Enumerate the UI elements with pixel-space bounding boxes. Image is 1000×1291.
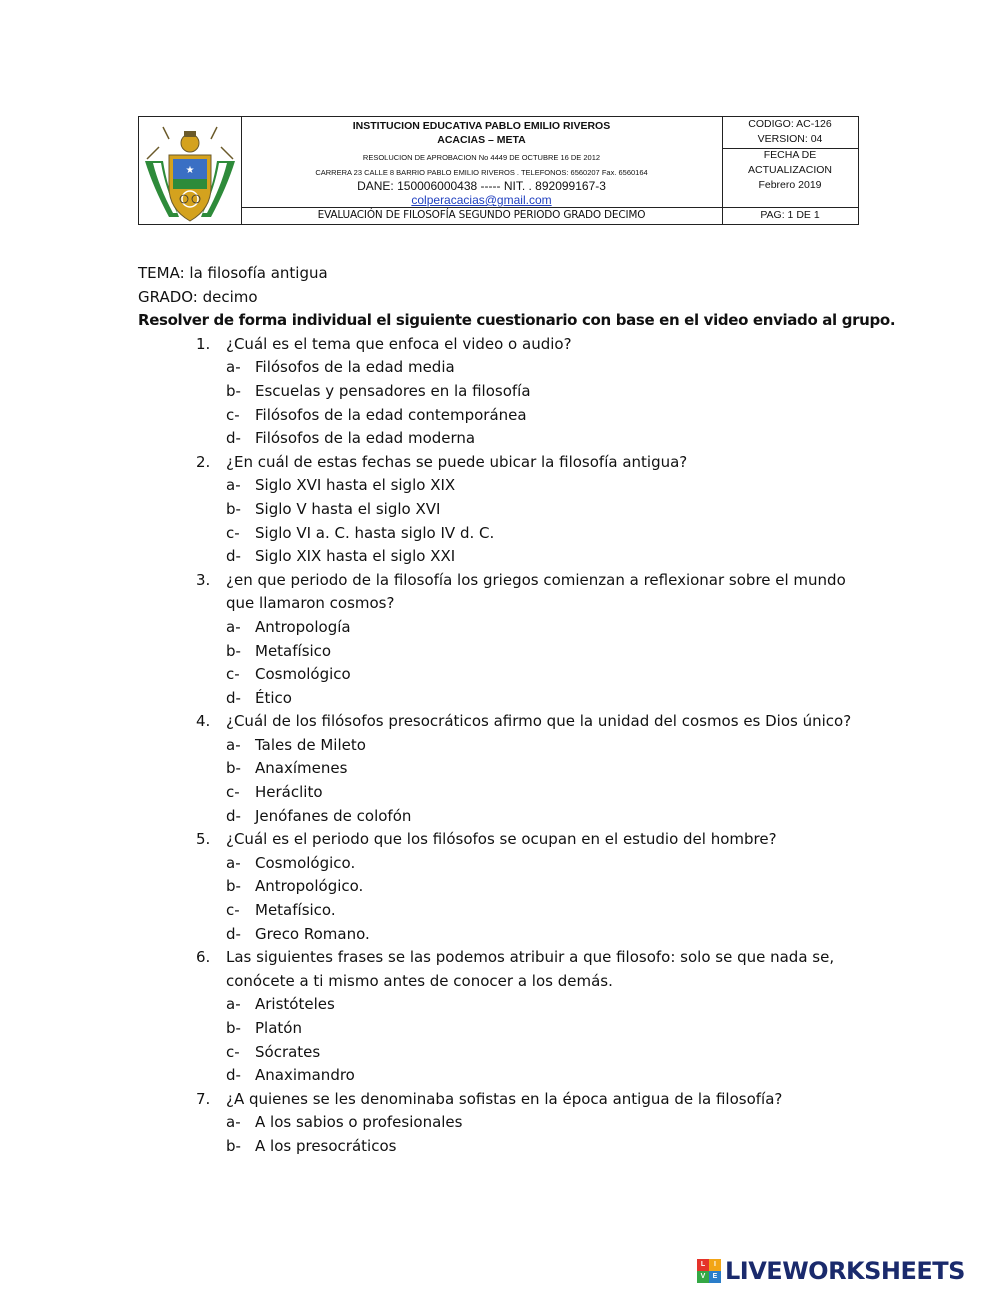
answer-option[interactable]: [138, 993, 868, 1017]
option-letter: b-: [226, 1019, 241, 1037]
school-crest-cell: [139, 117, 242, 224]
code-version: [722, 117, 858, 149]
option-letter: c-: [226, 523, 240, 542]
option-text: Filósofos de la edad moderna: [255, 429, 476, 448]
answer-option[interactable]: [138, 1041, 868, 1065]
option-text: A los sabios o profesionales: [255, 1113, 463, 1132]
date-label-1: FECHA DE: [763, 149, 817, 161]
resolution-text: RESOLUCION DE APROBACION No 4449 DE OCTUBRE 16 DE 2012: [362, 153, 601, 162]
option-text: Jenófanes de colofón: [255, 806, 412, 825]
liveworksheets-mark-icon: L I V E: [697, 1259, 721, 1283]
institution-name: INSTITUCION EDUCATIVA PABLO EMILIO RIVEROS ACACIAS – META: [352, 120, 611, 146]
option-text: Metafísico.: [255, 901, 336, 920]
code-text: CODIGO: AC-126: [748, 118, 832, 130]
option-text: Siglo XVI hasta el siglo XIX: [255, 476, 456, 495]
option-letter: b-: [226, 1136, 241, 1155]
question-number: 3.: [196, 570, 211, 589]
address-text: CARRERA 23 CALLE 8 BARRIO PABLO EMILIO RIVEROS . TELEFONOS: 6560207 Fax. 6560164: [315, 168, 648, 177]
option-letter: d-: [226, 429, 241, 448]
option-letter: a-: [226, 476, 241, 495]
option-text: Cosmológico: [255, 665, 351, 684]
option-text: Metafísico: [255, 641, 332, 660]
email-link[interactable]: colperacacias@gmail.com: [411, 193, 552, 207]
question-list: [138, 333, 868, 1159]
option-letter: c-: [226, 405, 240, 424]
answer-option[interactable]: [138, 923, 868, 947]
question-2: [138, 451, 868, 475]
option-letter: a-: [226, 358, 241, 377]
option-letter: d-: [226, 806, 241, 825]
option-text: Antropológico.: [255, 877, 364, 896]
answer-option[interactable]: [138, 404, 868, 428]
question-text: ¿en que periodo de la filosofía los griegos comienzan a reflexionar sobre el mundo que llamaron cosmos?: [226, 570, 846, 613]
question-3: [138, 569, 868, 616]
grade-line: GRADO: decimo: [138, 287, 258, 306]
option-letter: a-: [226, 617, 241, 636]
question-text: ¿Cuál de los filósofos presocráticos afirmo que la unidad del cosmos es Dios único?: [226, 712, 852, 731]
option-letter: d-: [226, 1066, 241, 1085]
answer-option[interactable]: [138, 427, 868, 451]
option-letter: b-: [226, 759, 241, 778]
answer-option[interactable]: [138, 1064, 868, 1088]
question-number: 1.: [196, 334, 211, 353]
answer-option[interactable]: [138, 640, 868, 664]
option-letter: a-: [226, 853, 241, 872]
answer-option[interactable]: [138, 875, 868, 899]
answer-option[interactable]: [138, 781, 868, 805]
question-text: Las siguientes frases se las podemos atribuir a que filosofo: solo se que nada se, conócete a ti mismo antes de conocer a los demás.: [226, 948, 835, 990]
option-letter: b-: [226, 381, 241, 400]
option-letter: c-: [226, 783, 240, 802]
option-text: Heráclito: [255, 783, 323, 802]
question-1: [138, 333, 868, 357]
option-letter: c-: [226, 1042, 240, 1061]
answer-option[interactable]: [138, 663, 868, 687]
answer-option[interactable]: [138, 616, 868, 640]
option-text: Ético: [255, 688, 292, 707]
option-letter: b-: [226, 877, 241, 896]
option-letter: a-: [226, 1113, 241, 1132]
option-text: Aristóteles: [255, 995, 335, 1014]
option-letter: d-: [226, 547, 241, 566]
liveworksheets-logo: [697, 1256, 965, 1286]
option-text: Siglo VI a. C. hasta siglo IV d. C.: [255, 523, 495, 542]
option-text: Filósofos de la edad media: [255, 358, 455, 377]
option-text: Tales de Mileto: [255, 735, 366, 754]
question-number: 5.: [196, 830, 211, 849]
option-text: Greco Romano.: [255, 924, 370, 943]
option-letter: d-: [226, 924, 241, 943]
answer-option[interactable]: [138, 356, 868, 380]
version-text: VERSION: 04: [757, 133, 823, 145]
question-number: 6.: [196, 948, 211, 967]
option-text: Siglo XIX hasta el siglo XXI: [255, 547, 456, 566]
option-text: Anaximandro: [255, 1066, 355, 1085]
answer-option[interactable]: [138, 522, 868, 546]
question-number: 4.: [196, 712, 211, 731]
institution-info-cell: [241, 117, 723, 224]
question-number: 7.: [196, 1089, 211, 1108]
option-letter: a-: [226, 995, 241, 1014]
date-label-2: ACTUALIZACION: [747, 164, 832, 176]
date-value: Febrero 2019: [758, 179, 822, 191]
liveworksheets-wordmark: LIVEWORKSHEETS: [725, 1257, 965, 1285]
question-7: [138, 1088, 868, 1112]
document-meta-cell: [722, 117, 858, 224]
option-text: A los presocráticos: [255, 1136, 397, 1155]
option-text: Antropología: [255, 617, 351, 636]
answer-option[interactable]: [138, 474, 868, 498]
answer-option[interactable]: [138, 687, 868, 711]
option-text: Siglo V hasta el siglo XVI: [255, 499, 441, 518]
evaluation-title: EVALUACIÓN DE FILOSOFÍA SEGUNDO PERIODO GRADO DECIMO: [241, 207, 722, 224]
answer-option[interactable]: [138, 805, 868, 829]
answer-option[interactable]: [138, 757, 868, 781]
question-4: [138, 710, 868, 734]
answer-option[interactable]: [138, 899, 868, 923]
answer-option[interactable]: [138, 1111, 868, 1135]
answer-option[interactable]: [138, 1017, 868, 1041]
option-text: Escuelas y pensadores en la filosofía: [255, 381, 531, 400]
page-number: PAG: 1 DE 1: [760, 209, 820, 221]
question-text: ¿A quienes se les denominaba sofistas en la época antigua de la filosofía?: [226, 1089, 783, 1108]
answer-option[interactable]: [138, 1135, 868, 1159]
option-letter: a-: [226, 735, 241, 754]
option-letter: d-: [226, 688, 241, 707]
option-letter: c-: [226, 901, 240, 920]
update-date: [722, 148, 858, 208]
answer-option[interactable]: [138, 380, 868, 404]
option-text: Anaxímenes: [255, 759, 348, 778]
option-letter: c-: [226, 665, 240, 684]
school-crest-icon: [139, 117, 241, 224]
option-text: Cosmológico.: [255, 853, 356, 872]
question-number: 2.: [196, 452, 211, 471]
option-text: Platón: [255, 1019, 302, 1037]
option-text: Sócrates: [255, 1042, 321, 1061]
answer-option[interactable]: [138, 852, 868, 876]
worksheet-body: [138, 262, 896, 1159]
answer-option[interactable]: [138, 545, 868, 569]
option-letter: b-: [226, 641, 241, 660]
dane-nit-text: DANE: 150006000438 ----- NIT. . 892099167-3: [357, 179, 606, 193]
question-text: ¿Cuál es el tema que enfoca el video o audio?: [226, 334, 572, 353]
svg-text:★: ★: [185, 165, 195, 176]
document-header: [138, 116, 859, 225]
instruction-line: Resolver de forma individual el siguiente cuestionario con base en el video enviado al grupo.: [138, 311, 896, 330]
question-text: ¿Cuál es el periodo que los filósofos se ocupan en el estudio del hombre?: [226, 830, 777, 849]
topic-line: TEMA: la filosofía antigua: [138, 264, 328, 282]
option-text: Filósofos de la edad contemporánea: [255, 405, 527, 424]
answer-option[interactable]: [138, 734, 868, 758]
answer-option[interactable]: [138, 498, 868, 522]
question-6: [138, 946, 868, 993]
question-5: [138, 828, 868, 852]
question-text: ¿En cuál de estas fechas se puede ubicar la filosofía antigua?: [226, 452, 688, 471]
option-letter: b-: [226, 499, 241, 518]
